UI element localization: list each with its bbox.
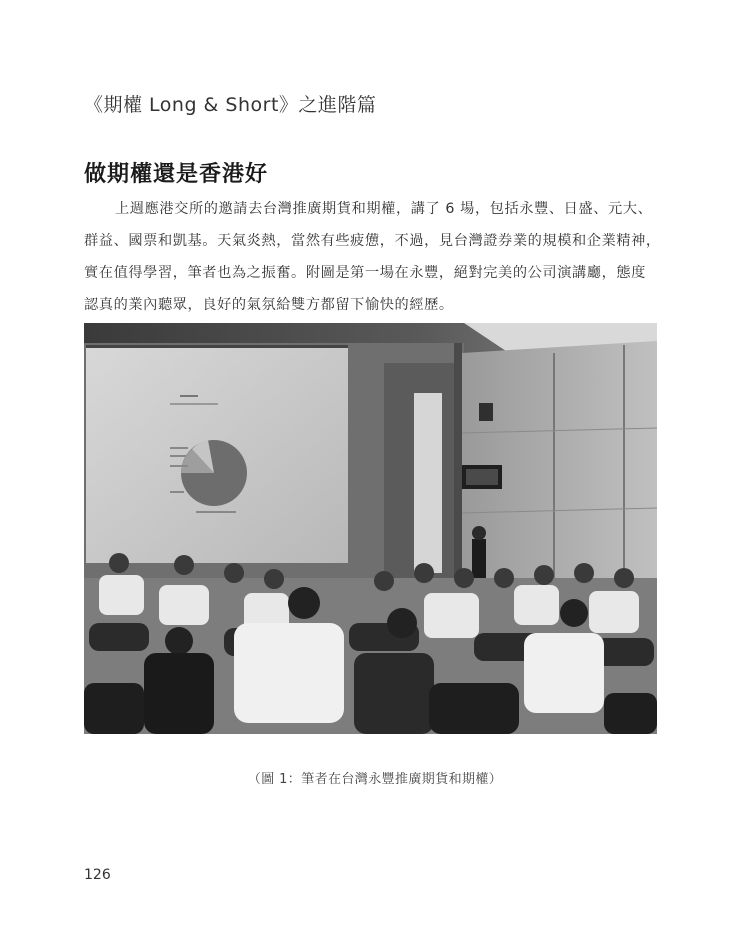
section-title: 做期權還是香港好 [84,162,269,187]
paragraph-line: 群益、國票和凱基。天氣炎熱，當然有些疲憊，不過，見台灣證券業的規模和企業精神， [84,233,661,249]
speaker-figure [472,539,486,579]
lecture-photo [84,323,657,734]
paragraph-line: 認真的業內聽眾，良好的氣氛給雙方都留下愉快的經歷。 [84,297,454,313]
body-paragraph [84,193,666,321]
paragraph-line: 實在值得學習，筆者也為之振奮。附圖是第一場在永豐，絕對完美的公司演講廳，態度 [84,265,646,281]
page-number: 126 [84,867,111,883]
figure-caption: （圖 1：筆者在台灣永豐推廣期貨和期權） [247,772,503,787]
running-head: 《期權 Long & Short》之進階篇 [84,94,377,116]
paragraph-line: 上週應港交所的邀請去台灣推廣期貨和期權，講了 6 場，包括永豐、日盛、元大、 [115,201,653,217]
